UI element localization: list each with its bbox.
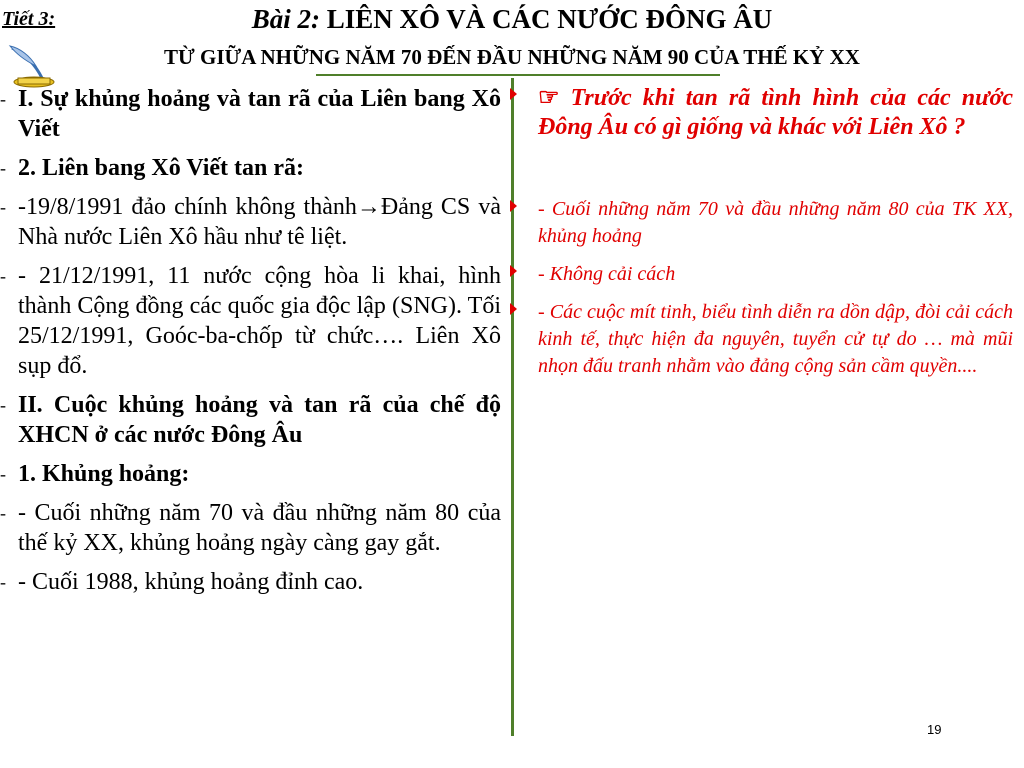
content-item: - - Cuối những năm 70 và đầu những năm 80 của thế kỷ XX, khủng hoảng ngày càng gay gắt. xyxy=(18,498,501,558)
triangle-bullet-icon xyxy=(510,88,517,100)
answer-text: - Các cuộc mít tinh, biểu tình diễn ra dồn dập, đòi cải cách kinh tế, thực hiện đa nguyên, tuyển cử tự do … mà mũi nhọn đấu tranh nhằm vào đảng cộng sản cầm quyền.... xyxy=(538,301,1013,377)
section-heading: - 2. Liên bang Xô Viết tan rã: xyxy=(18,153,501,183)
answer-item xyxy=(538,299,1013,380)
section-heading: - 1. Khủng hoảng: xyxy=(18,459,501,489)
lesson-label: Tiết 3: xyxy=(2,8,56,30)
page-number: 19 xyxy=(927,722,942,737)
content-item: - - Cuối 1988, khủng hoảng đỉnh cao. xyxy=(18,567,501,597)
left-column xyxy=(18,84,501,606)
triangle-bullet-icon xyxy=(510,200,517,212)
triangle-bullet-icon xyxy=(510,303,517,315)
answer-text: - Cuối những năm 70 và đầu những năm 80 của TK XX, khủng hoảng xyxy=(538,198,1013,247)
page-subtitle: TỪ GIỮA NHỮNG NĂM 70 ĐẾN ĐẦU NHỮNG NĂM 90 CỦA THẾ KỶ XX xyxy=(164,45,860,69)
question-item xyxy=(538,84,1013,142)
page-title xyxy=(0,4,1024,35)
answer-text: - Không cải cách xyxy=(538,263,676,285)
triangle-bullet-icon xyxy=(510,265,517,277)
pointing-hand-icon: ☞ xyxy=(538,85,560,111)
question-text: Trước khi tan rã tình hình của các nước Đông Âu có gì giống và khác với Liên Xô ? xyxy=(538,85,1013,140)
section-heading: - II. Cuộc khủng hoảng và tan rã của chế độ XHCN ở các nước Đông Âu xyxy=(18,390,501,450)
title-underline xyxy=(316,74,720,76)
right-column xyxy=(538,84,1013,391)
content-item: - - 21/12/1991, 11 nước cộng hòa li khai, hình thành Cộng đồng các quốc gia độc lập (SNG). Tối 25/12/1991, Goóc-ba-chốp từ chức…. Liên Xô sụp đổ. xyxy=(18,261,501,381)
title-main: LIÊN XÔ VÀ CÁC NƯỚC ĐÔNG ÂU xyxy=(320,4,773,34)
section-heading: - I. Sự khủng hoảng và tan rã của Liên bang Xô Viết xyxy=(18,84,501,144)
answer-item xyxy=(538,261,1013,288)
content-item: - -19/8/1991 đảo chính không thành→Đảng CS và Nhà nước Liên Xô hầu như tê liệt. xyxy=(18,192,501,252)
title-prefix: Bài 2: xyxy=(251,4,320,34)
answer-item xyxy=(538,196,1013,250)
column-divider xyxy=(511,78,514,736)
